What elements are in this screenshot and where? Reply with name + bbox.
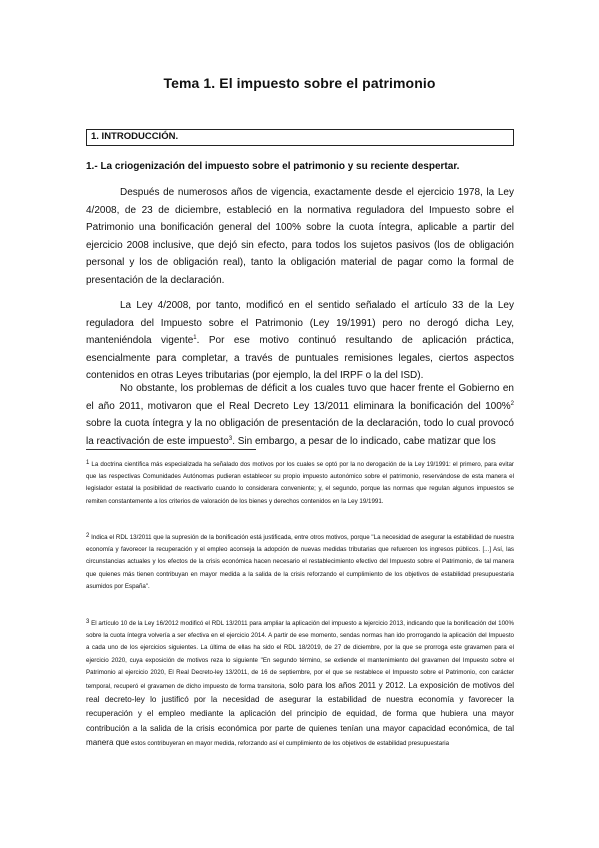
footnote-ref-3[interactable]: 3 xyxy=(228,435,233,442)
paragraph-2-text-a: La Ley 4/2008, por tanto, modificó en el sentido señalado el artículo 33 de la Ley reguladora del Impuesto sobre el Patrimonio (Ley 19/1991) pero no derogó dicha Ley, manteniéndola vigente xyxy=(86,300,514,346)
paragraph-2-text-b: . Por ese motivo continuó resultando de aplicación práctica, esencialmente para completar, a través de puntuales remisiones legales, ciertos aspectos contenidos en otras Leyes tributarias (por ejemplo, la del IRPF o la del ISD). xyxy=(86,335,514,381)
footnote-1-number: 1 xyxy=(86,460,90,466)
footnote-2-text: Indica el RDL 13/2011 que la supresión de la bonificación está justificada, entre otros motivos, porque "La necesidad de asegurar la estabilidad de nuestra economía y favorecer la recuperación y el empleo aconseja la adopción de nuevas medidas tributarias que refuercen los ingresos públicos. [...] Así, las circunstancias actuales y los efectos de la crisis económica hacen necesario el restablecimiento efectivo del Impuesto sobre el Patrimonio, de tal manera que quienes más tienen contribuyan en mayor medida a la salida de la crisis reforzando el cumplimiento de los objetivos de estabilidad presupuestaria asumidos por España". xyxy=(86,534,514,590)
footnote-1 xyxy=(86,457,514,508)
footnote-2-number: 2 xyxy=(86,533,90,539)
paragraph-1 xyxy=(86,184,514,289)
footnote-2 xyxy=(86,530,514,593)
footnote-3-text-large: solo para los años 2011 y 2012. La exposición de motivos del real decreto-ley lo justificó por la necesidad de asegurar la estabilidad de nuestra economía y favorecer la recuperación y el empleo mediante la aplicación del principio de equidad, de forma que hubiera una mayor contribución a la salida de la crisis económica por parte de quienes tenían una mayor capacidad económica, de tal manera que xyxy=(86,681,514,747)
footnote-3-text: El artículo 10 de la Ley 16/2012 modificó el RDL 13/2011 para ampliar la aplicación del impuesto a lejercicio 2013, indicando que la bonificación del 100% sobre la cuota íntegra volvería a ser efectiva en el ejercicio 2014. A partir de ese momento, sendas normas han ido prorrogando la aplicación del Impuesto a cada uno de los ejercicios siguientes. La última de ellas ha sido el RDL 18/2019, de 27 de diciembre, por la que se prorroga este gravamen para el ejercicio 2020, cuya exposición de motivos reza lo siguiente "En segundo término, se extiende el mantenimiento del gravamen del Impuesto sobre el Patrimonio al ejercicio 2020, El Real Decreto-ley 13/2011, de 16 de septiembre, por el que se restablece el Impuesto sobre el Patrimonio, con carácter temporal, recuperó el gravamen de dicho impuesto de forma transitoria, xyxy=(86,620,514,691)
footnote-separator xyxy=(86,449,256,450)
paragraph-1-text: Después de numerosos años de vigencia, exactamente desde el ejercicio 1978, la Ley 4/2008, de 23 de diciembre, estableció en la normativa reguladora del Impuesto sobre el Patrimonio una bonificación general del 100% sobre la cuota íntegra, aplicable a partir del ejercicio 2008 inclusive, que dejó sin efecto, para todos los sujetos pasivos (los de obligación personal y los de obligación real), tanto la obligación material de pagar como la formal de presentación de la declaración. xyxy=(86,187,514,286)
footnote-3-number: 3 xyxy=(86,619,90,625)
document-title: Tema 1. El impuesto sobre el patrimonio xyxy=(163,75,436,91)
paragraph-3-text-a: No obstante, los problemas de déficit a los cuales tuvo que hacer frente el Gobierno en el año 2011, motivaron que el Real Decreto Ley 13/2011 eliminara la bonificación del 100% xyxy=(86,383,514,412)
footnote-ref-2[interactable]: 2 xyxy=(510,400,514,407)
section-heading-box xyxy=(86,129,514,146)
footnote-1-text: La doctrina científica más especializada ha señalado dos motivos por los cuales se optó por la no derogación de la Ley 19/1991: el primero, para evitar que las respectivas Comunidades Autónomas pudieran establecer su propio impuesto autonómico sobre el patrimonio, reservándose de esta manera el legislador estatal la posibilidad de reactivarlo cuando lo considerara conveniente; y, el segundo, porque las normas que regulan algunos impuestos se remiten constantemente a los criterios de valoración de los bienes y derechos contenidos en la Ley 19/1991. xyxy=(86,461,514,505)
footnote-ref-1[interactable]: 1 xyxy=(193,335,197,341)
section-heading: 1. INTRODUCCIÓN. xyxy=(91,131,179,142)
footnote-3-text-tail: estos contribuyeran en mayor medida, reforzando así el cumplimiento de los objetivos de estabilidad presupuestaria xyxy=(129,739,450,747)
footnote-3 xyxy=(86,616,514,750)
paragraph-3-text-c: . Sin embargo, a pesar de lo indicado, cabe matizar que los xyxy=(232,435,496,447)
paragraph-3-text-b: sobre la cuota íntegra y la no obligación de presentación de la declaración, todo lo cual provocó la reactivación de este impuesto xyxy=(86,418,514,447)
subheading: 1.- La criogenización del impuesto sobre el patrimonio y su reciente despertar. xyxy=(86,161,460,172)
paragraph-2 xyxy=(86,297,514,385)
paragraph-3 xyxy=(86,380,514,450)
